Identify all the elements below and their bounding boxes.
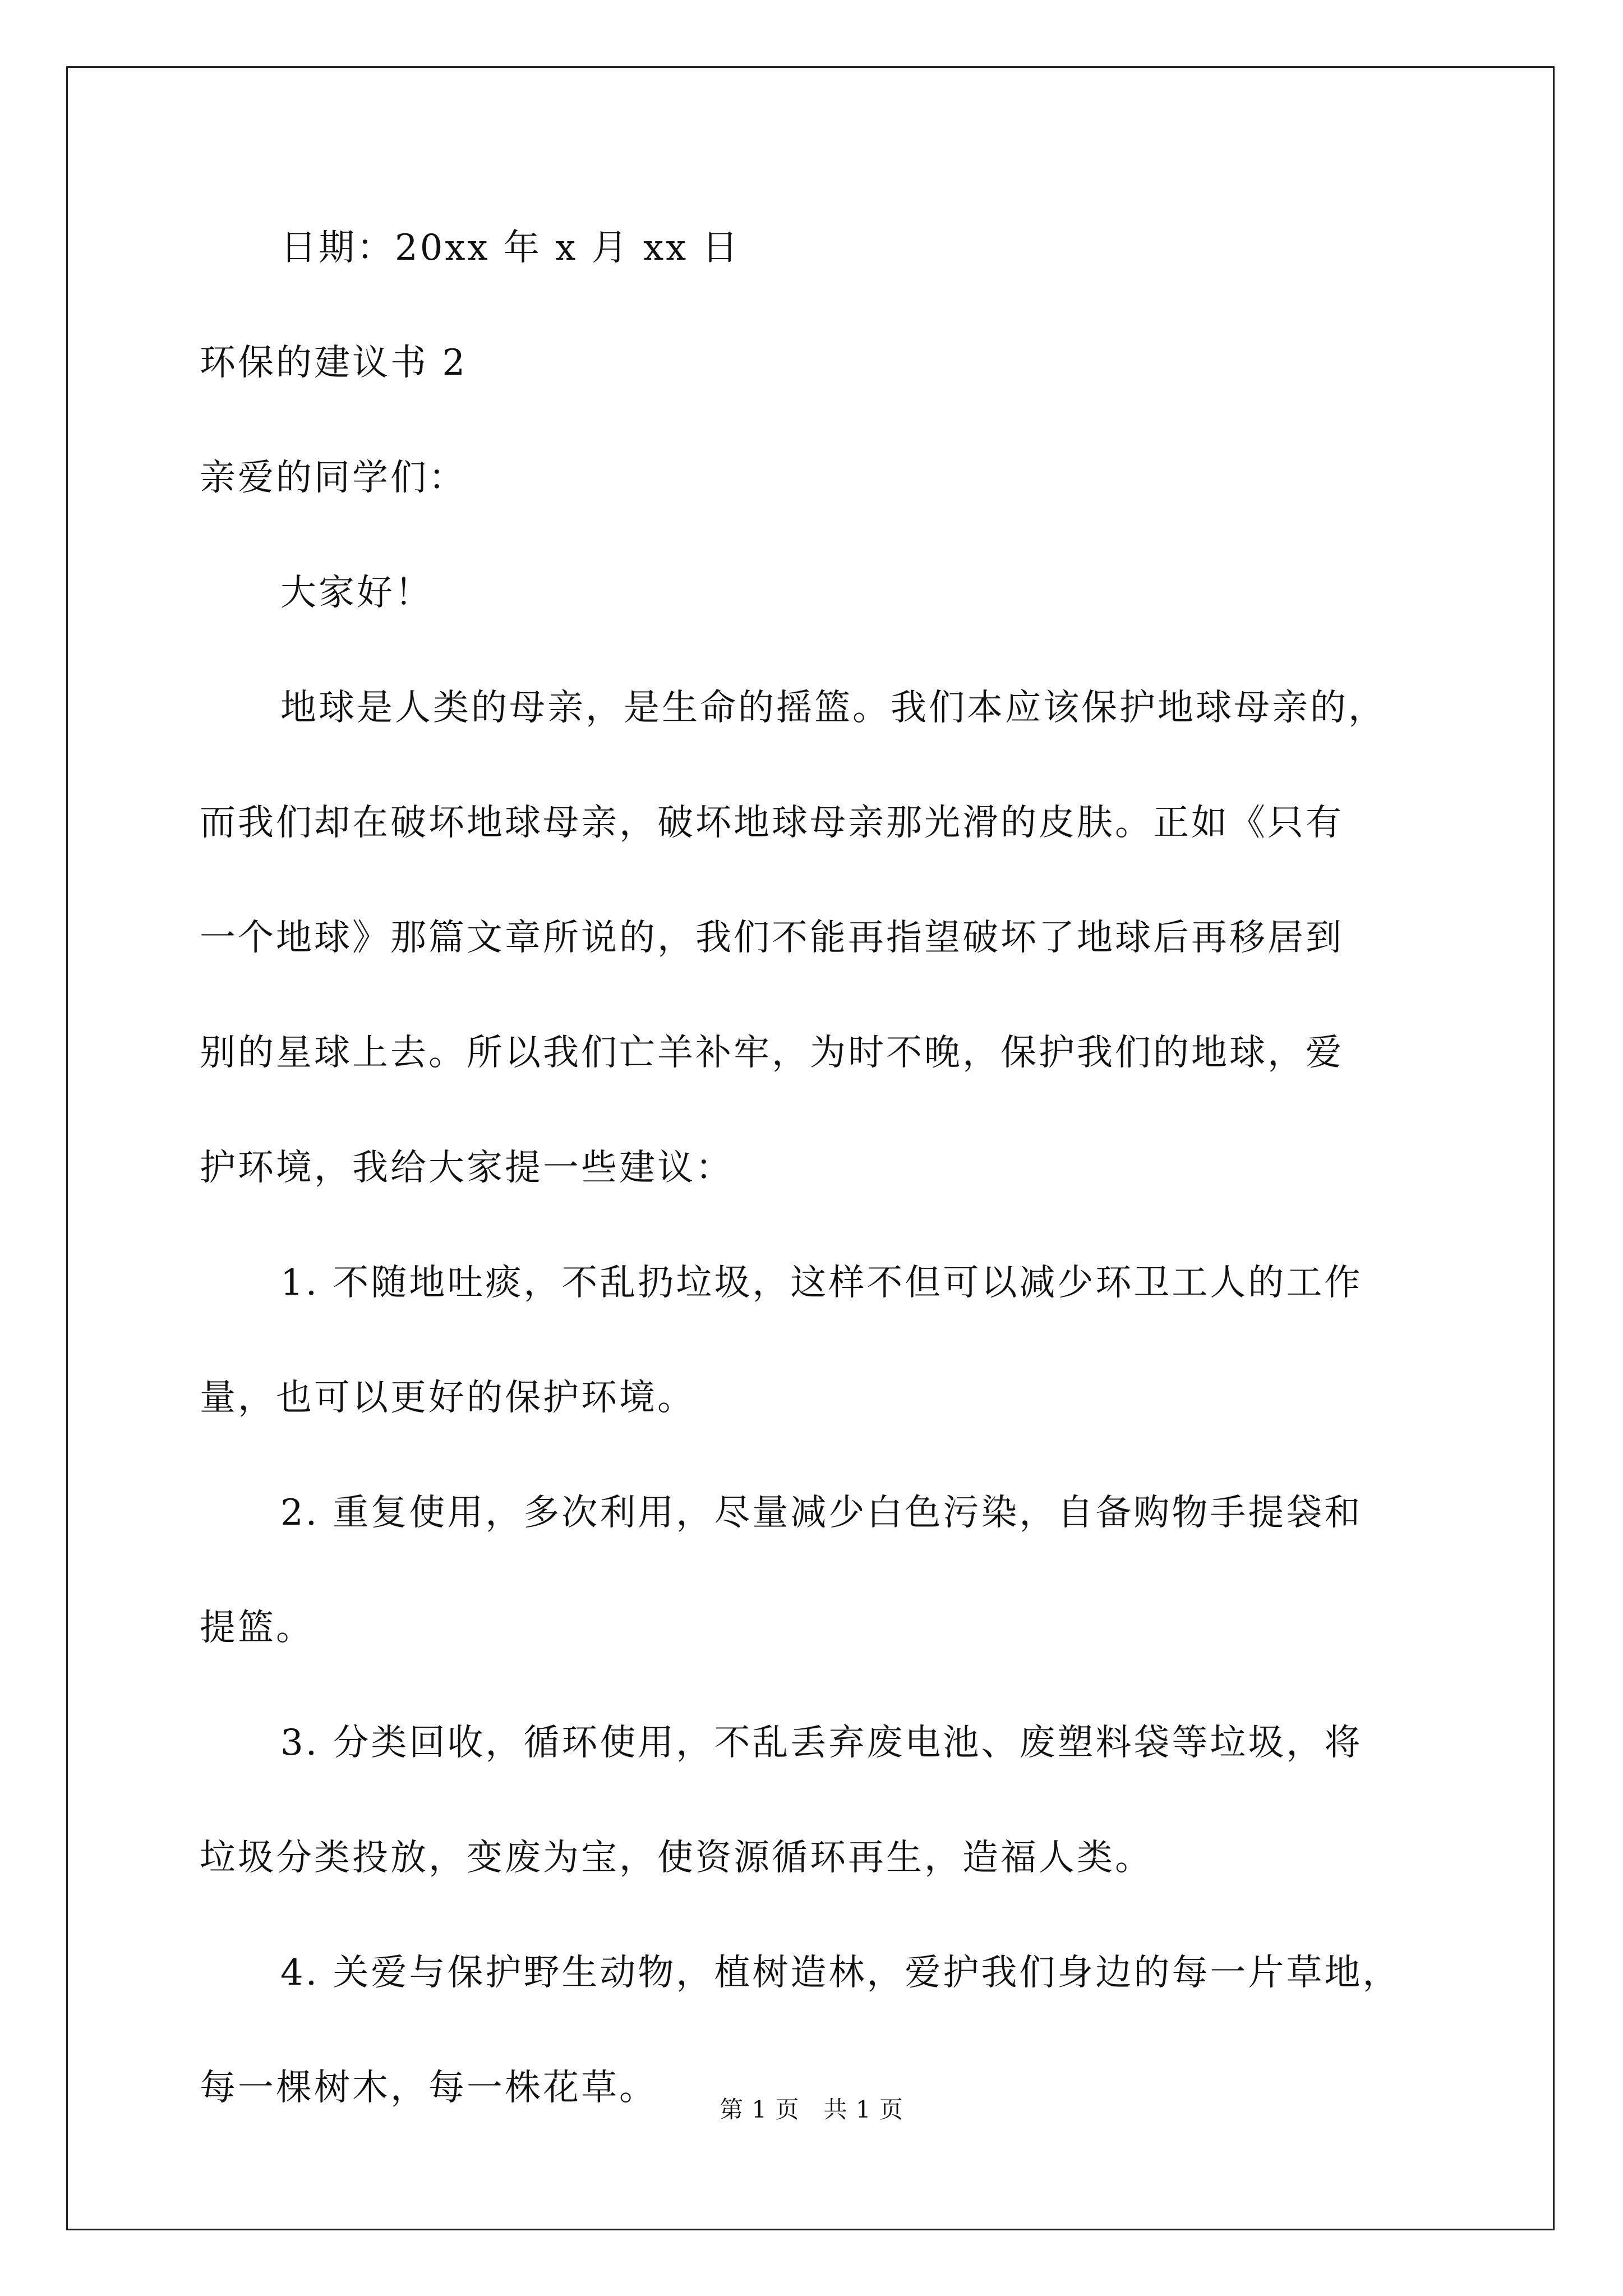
paragraph-line: 而我们却在破坏地球母亲，破坏地球母亲那光滑的皮肤。正如《只有 <box>200 802 1344 844</box>
paragraph-line: 一个地球》那篇文章所说的，我们不能再指望破坏了地球后再移居到 <box>200 917 1344 959</box>
date-line: 日期：20xx 年 x 月 xx 日 <box>280 227 740 269</box>
page-footer: 第 1 页 共 1 页 <box>720 2096 903 2123</box>
paragraph-line: 地球是人类的母亲，是生命的摇篮。我们本应该保护地球母亲的， <box>280 687 1386 729</box>
list-item-4-line: 每一棵树木，每一株花草。 <box>200 2067 657 2109</box>
list-item-4-line: 4. 关爱与保护野生动物，植树造林，爱护我们身边的每一片草地， <box>280 1952 1401 1994</box>
list-item-2-line: 提篮。 <box>200 1607 314 1649</box>
paragraph-line: 护环境，我给大家提一些建议： <box>200 1147 734 1189</box>
greeting: 大家好！ <box>280 572 433 614</box>
list-item-1-line: 量，也可以更好的保护环境。 <box>200 1377 695 1419</box>
document-body <box>200 191 1428 2146</box>
salutation: 亲爱的同学们： <box>200 457 467 499</box>
list-item-3-line: 垃圾分类投放，变废为宝，使资源循环再生，造福人类。 <box>200 1837 1153 1879</box>
paragraph-line: 别的星球上去。所以我们亡羊补牢，为时不晚，保护我们的地球，爱 <box>200 1032 1344 1074</box>
document-title: 环保的建议书 2 <box>200 342 468 384</box>
list-item-2-line: 2. 重复使用，多次利用，尽量减少白色污染，自备购物手提袋和 <box>280 1492 1363 1534</box>
list-item-1-line: 1. 不随地吐痰，不乱扔垃圾，这样不但可以减少环卫工人的工作 <box>280 1262 1363 1304</box>
list-item-3-line: 3. 分类回收，循环使用，不乱丢弃废电池、废塑料袋等垃圾，将 <box>280 1722 1363 1764</box>
